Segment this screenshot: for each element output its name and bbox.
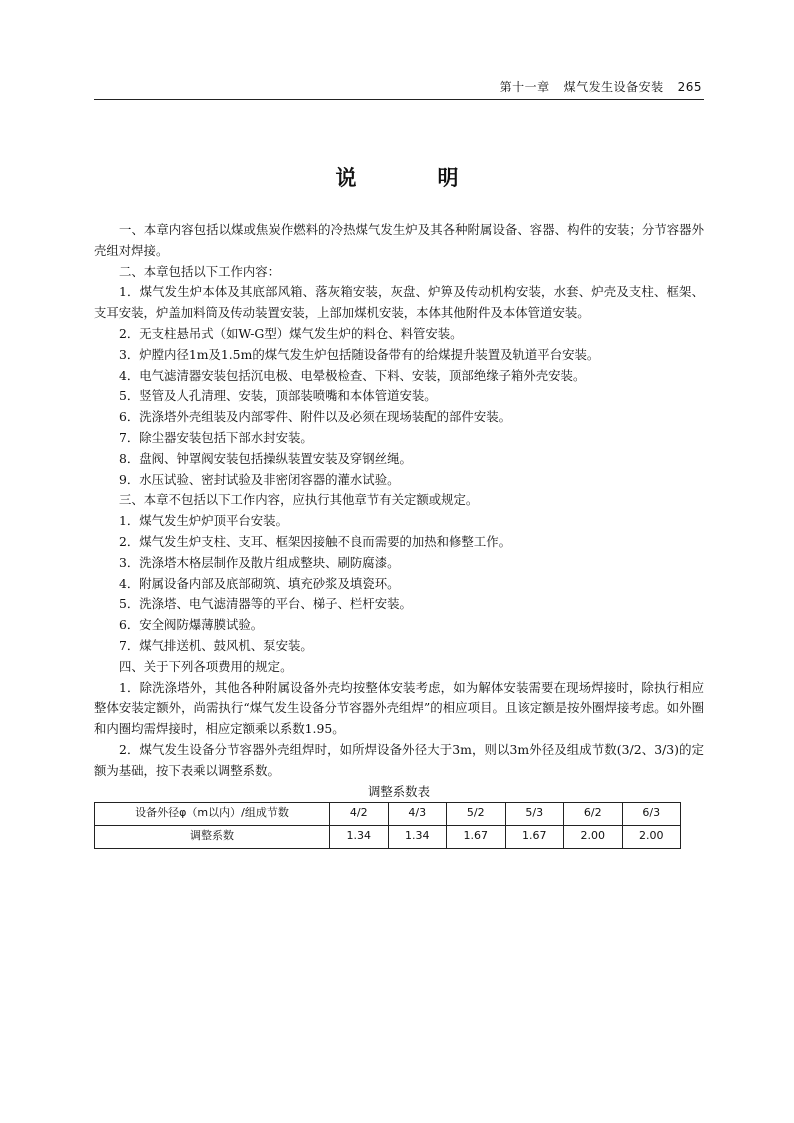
header-text — [486, 78, 702, 95]
table-cell: 2.00 — [622, 825, 681, 848]
table-header-cell: 6/2 — [564, 802, 623, 825]
paragraph: 4．电气滤清器安装包括沉电极、电晕极检查、下料、安装，顶部绝缘子箱外壳安装。 — [119, 367, 586, 383]
paragraph: 6．安全阀防爆薄膜试验。 — [119, 617, 264, 633]
paragraph: 一、本章内容包括以煤或焦炭作燃料的冷热煤气发生炉及其各种附属设备、容器、构件的安装；分节容器外壳组对焊接。 — [94, 222, 704, 258]
table-header-cell: 5/2 — [447, 802, 506, 825]
table-cell: 2.00 — [564, 825, 623, 848]
page-header — [94, 74, 704, 100]
paragraph: 9．水压试验、密封试验及非密闭容器的灌水试验。 — [119, 471, 400, 487]
paragraph: 7．除尘器安装包括下部水封安装。 — [119, 429, 313, 445]
paragraph: 四、关于下列各项费用的规定。 — [119, 658, 293, 674]
paragraph: 1．煤气发生炉本体及其底部风箱、落灰箱安装，灰盘、炉箅及传动机构安装，水套、炉壳及支柱、框架、支耳安装，炉盖加料筒及传动装置安装，上部加煤机安装，本体其他附件及本体管道安装。 — [94, 284, 704, 321]
coefficient-table — [94, 802, 681, 849]
paragraph: 6．洗涤塔外壳组装及内部零件、附件以及必须在现场装配的部件安装。 — [119, 409, 511, 425]
table-header-cell: 4/2 — [330, 802, 389, 825]
paragraph: 7．煤气排送机、鼓风机、泵安装。 — [119, 637, 313, 653]
paragraph: 1．除洗涤塔外，其他各种附属设备外壳均按整体安装考虑，如为解体安装需要在现场焊接时，除执行相应整体安装定额外，尚需执行“煤气发生设备分节容器外壳组焊”的相应项目。且该定额是按外圈焊接考虑。如外圈和内圈均需焊接时，相应定额乘以系数1.95。 — [94, 679, 704, 737]
table-header-label: 设备外径φ（m以内）/组成节数 — [95, 802, 330, 825]
paragraph: 3．洗涤塔木格层制作及散片组成整块、刷防腐漆。 — [119, 554, 400, 570]
table-row-label: 调整系数 — [95, 825, 330, 848]
paragraph: 2．煤气发生炉支柱、支耳、框架因接触不良而需要的加热和修整工作。 — [119, 533, 511, 549]
paragraph: 8．盘阀、钟罩阀安装包括操纵装置安装及穿钢丝绳。 — [119, 450, 412, 466]
table-cell: 1.34 — [388, 825, 447, 848]
paragraph: 5．洗涤塔、电气滤清器等的平台、梯子、栏杆安装。 — [119, 596, 412, 612]
table-cell: 1.67 — [505, 825, 564, 848]
table-header-cell: 5/3 — [505, 802, 564, 825]
paragraph: 3．炉膛内径1m及1.5m的煤气发生炉包括随设备带有的给煤提升装置及轨道平台安装。 — [119, 346, 600, 362]
paragraph: 二、本章包括以下工作内容： — [119, 263, 281, 279]
table-row — [95, 825, 681, 848]
table-header-row — [95, 802, 681, 825]
table-cell: 1.34 — [330, 825, 389, 848]
chapter-label: 第十一章 — [499, 80, 550, 94]
table-cell: 1.67 — [447, 825, 506, 848]
paragraph: 三、本章不包括以下工作内容，应执行其他章节有关定额或规定。 — [119, 492, 479, 508]
table-header-cell: 4/3 — [388, 802, 447, 825]
paragraph: 2．无支柱悬吊式（如W-G型）煤气发生炉的料仓、料管安装。 — [119, 325, 463, 341]
page-title: 说 明 — [335, 166, 489, 190]
paragraph: 4．附属设备内部及底部砌筑、填充砂浆及填瓷环。 — [119, 575, 400, 591]
paragraph: 5．竖管及人孔清理、安装，顶部装喷嘴和本体管道安装。 — [119, 388, 437, 404]
section-label: 煤气发生设备安装 — [563, 80, 664, 94]
paragraph: 2．煤气发生设备分节容器外壳组焊时，如所焊设备外径大于3m，则以3m外径及组成节数(3/2、3/3)的定额为基础，按下表乘以调整系数。 — [94, 741, 704, 778]
document-body — [94, 220, 704, 849]
page-number: 265 — [677, 80, 702, 94]
table-header-cell: 6/3 — [622, 802, 681, 825]
paragraph: 1．煤气发生炉炉顶平台安装。 — [119, 513, 288, 529]
table-caption: 调整系数表 — [368, 783, 430, 799]
